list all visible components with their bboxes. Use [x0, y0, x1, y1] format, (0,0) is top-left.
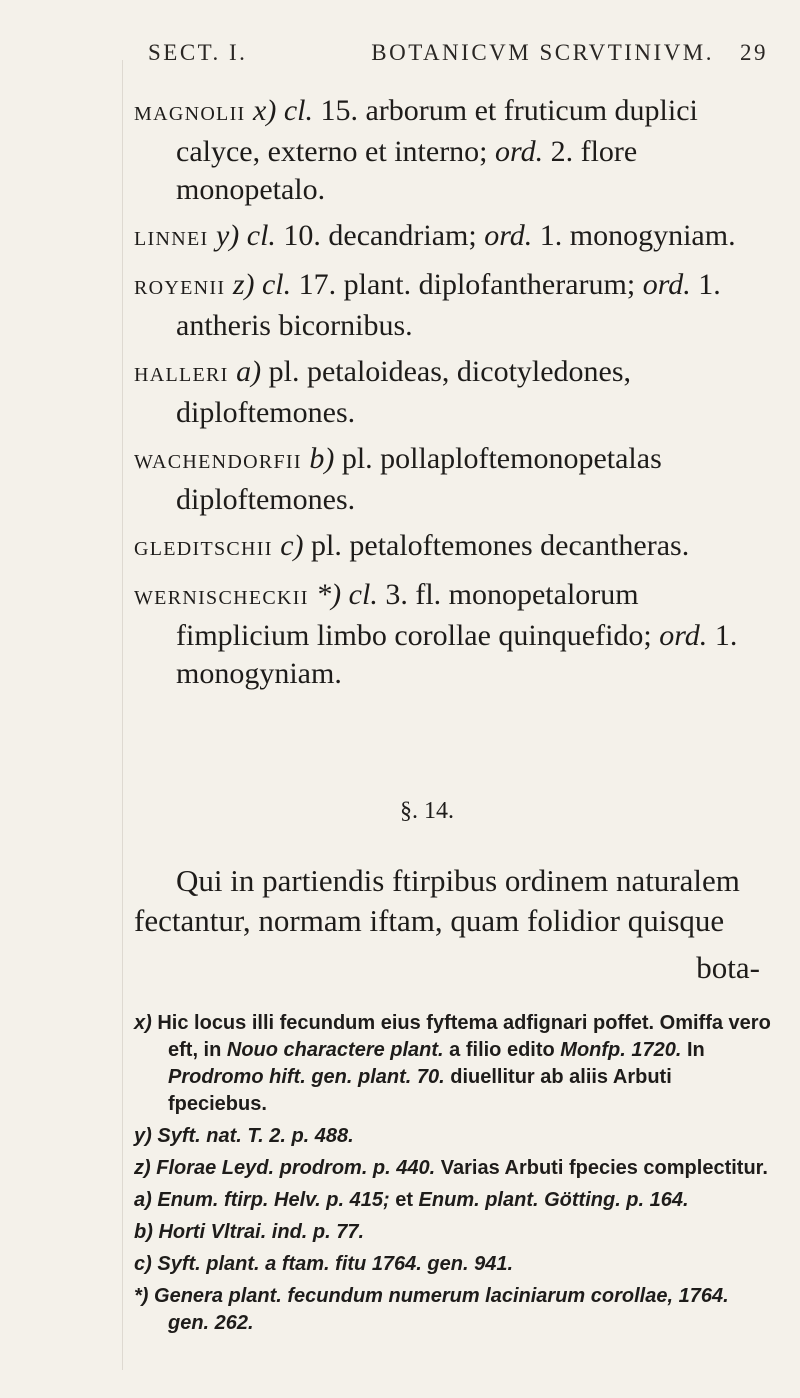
footnotes	[134, 1010, 774, 1342]
note-text: et	[389, 1189, 419, 1211]
header-title: BOTANICVM SCRVTINIVM.	[371, 40, 714, 65]
footnote-mark: z)	[134, 1157, 151, 1179]
note-text: Varias Arbuti fpecies complectitur.	[435, 1157, 768, 1179]
note-citation: Nouo charactere plant.	[226, 1039, 444, 1061]
author-name: ROYENII	[134, 277, 226, 299]
note-citation: Enum. ftirp. Helv. p. 415;	[157, 1189, 390, 1211]
list-item	[134, 440, 774, 519]
entry-text: 15. arborum et fruticum duplici calyce, externo et interno;	[176, 94, 698, 168]
entry-text: pl. petaloftemones decantheras.	[311, 529, 690, 562]
footnote-mark: b)	[134, 1221, 153, 1243]
footnote	[134, 1123, 774, 1150]
entry-text: pl. petaloideas, dicotyledones, diploftemones.	[176, 355, 632, 429]
note-citation-2: Monfp. 1720.	[560, 1039, 682, 1061]
entry-text: 17. plant. diplofantherarum;	[291, 268, 643, 301]
order-abbrev: ord.	[495, 135, 544, 168]
footnote-mark: a)	[236, 355, 262, 388]
class-abbrev: cl.	[283, 94, 313, 127]
note-citation: Florae Leyd. prodrom. p. 440.	[156, 1157, 436, 1179]
entry-text: 10. decandriam;	[275, 219, 485, 252]
note-text-2: a filio edito	[443, 1039, 561, 1061]
entry-text-end: 1. antheris bicornibus.	[176, 268, 721, 342]
classification-list	[134, 92, 774, 701]
author-name: WACHENDORFII	[134, 451, 302, 473]
list-item	[134, 576, 774, 693]
footnote-mark: y)	[215, 219, 240, 252]
body-paragraph: Qui in partiendis ftirpibus ordinem naturalem fectantur, normam iftam, quam folidior quisque	[134, 863, 740, 938]
entry-text-end: 1. monogyniam.	[532, 219, 736, 252]
footnote-mark: y)	[134, 1125, 152, 1147]
entry-text-end: 2. flore monopetalo.	[176, 135, 638, 206]
footnote	[134, 1187, 774, 1214]
footnote-mark: x)	[134, 1012, 152, 1034]
catchword: bota-	[696, 950, 760, 985]
author-name: MAGNOLII	[134, 103, 246, 125]
header-right	[371, 40, 768, 66]
author-name: WERNISCHECKII	[134, 587, 309, 609]
footnote-mark: *)	[134, 1285, 149, 1307]
footnote-mark: *)	[316, 578, 342, 611]
footnote	[134, 1219, 774, 1246]
footnote	[134, 1251, 774, 1278]
class-abbrev: cl.	[261, 268, 292, 301]
entry-text: pl. pollaploftemonopetalas diploftemones.	[176, 442, 662, 516]
order-abbrev: ord.	[642, 268, 691, 301]
note-citation-2: Enum. plant. Götting. p. 164.	[418, 1189, 689, 1211]
author-name: HALLERI	[134, 364, 229, 386]
note-citation-3: Prodromo hift. gen. plant. 70.	[168, 1066, 445, 1088]
class-abbrev: cl.	[348, 578, 378, 611]
page-number: 29	[740, 40, 768, 65]
class-abbrev: cl.	[246, 219, 276, 252]
running-header	[148, 40, 768, 66]
note-text-4: diuellitur ab aliis Arbuti fpeciebus.	[168, 1066, 672, 1115]
section-heading: §. 14.	[400, 798, 454, 824]
footnote-mark: z)	[232, 268, 255, 301]
header-section: SECT. I.	[148, 40, 248, 65]
list-item	[134, 217, 774, 258]
entry-text: 3. fl. monopetalorum fimplicium limbo corollae quinquefido;	[176, 578, 660, 652]
note-citation: Syft. nat. T. 2. p. 488.	[157, 1125, 354, 1147]
list-item	[134, 353, 774, 432]
note-citation: Syft. plant. a ftam. fitu 1764. gen. 941.	[157, 1253, 514, 1275]
entry-text-end: 1. monogyniam.	[176, 619, 738, 690]
note-citation: Genera plant. fecundum numerum laciniarum corollae, 1764. gen. 262.	[154, 1285, 729, 1334]
note-text: Hic locus illi fecundum eius fyftema adfignari poffet. Omiffa vero eft, in	[157, 1012, 771, 1061]
page-fold-shadow	[122, 60, 123, 1370]
footnote-mark: c)	[280, 529, 304, 562]
footnote	[134, 1283, 774, 1337]
list-item	[134, 266, 774, 345]
order-abbrev: ord.	[659, 619, 708, 652]
author-name: LINNEI	[134, 228, 209, 250]
footnote-mark: b)	[309, 442, 335, 475]
note-text-3: In	[681, 1039, 705, 1061]
footnote	[134, 1010, 774, 1118]
footnote-mark: x)	[253, 94, 277, 127]
footnote-mark: a)	[134, 1189, 152, 1211]
footnote	[134, 1155, 774, 1182]
list-item	[134, 92, 774, 209]
author-name: GLEDITSCHII	[134, 538, 273, 560]
order-abbrev: ord.	[484, 219, 533, 252]
footnote-mark: c)	[134, 1253, 152, 1275]
note-citation: Horti Vltrai. ind. p. 77.	[158, 1221, 365, 1243]
list-item	[134, 527, 774, 568]
